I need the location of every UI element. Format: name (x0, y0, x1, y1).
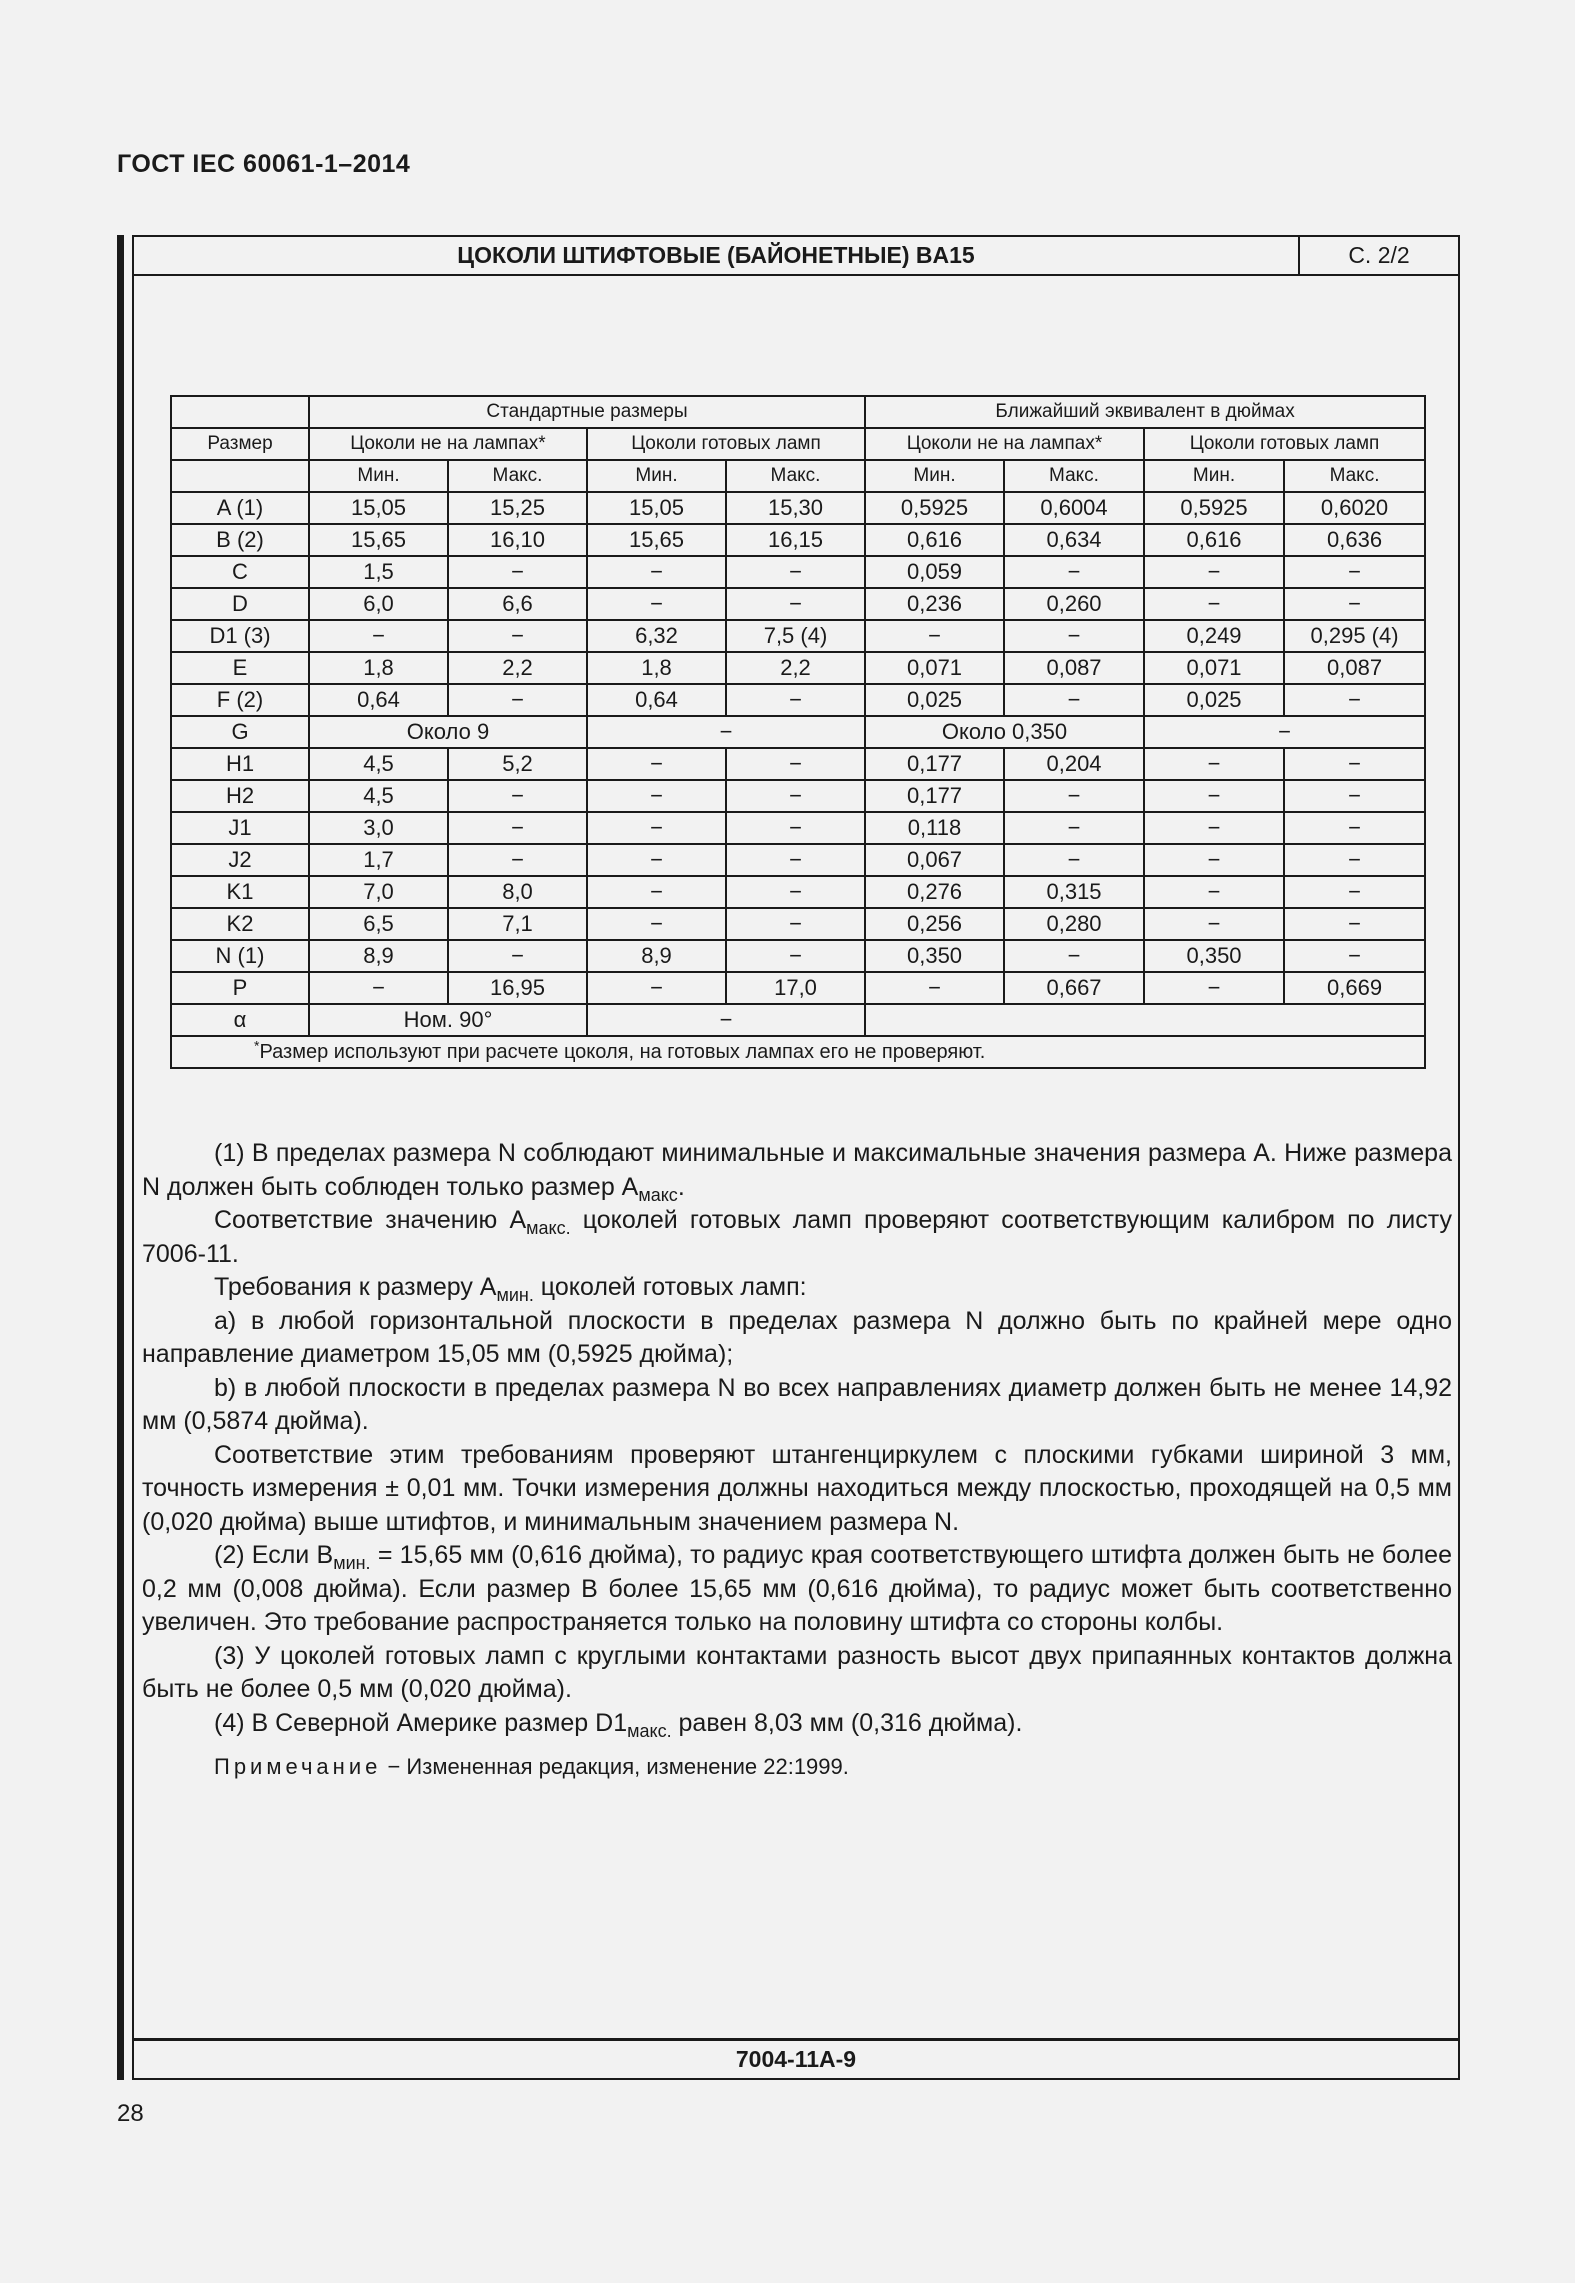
table-cell: 0,350 (1144, 940, 1284, 972)
page-number: 28 (117, 2100, 144, 2127)
table-cell: Ном. 90° (309, 1004, 587, 1036)
table-cell: 8,0 (448, 876, 587, 908)
note-text: цоколей готовых ламп: (533, 1273, 807, 1301)
header-max: Макс. (726, 460, 865, 492)
table-cell: − (309, 620, 448, 652)
table-cell: D1 (3) (171, 620, 309, 652)
note-1-check (142, 1204, 1452, 1271)
table-cell: 4,5 (309, 780, 448, 812)
table-cell: 0,059 (865, 556, 1004, 588)
table-cell: A (1) (171, 492, 309, 524)
table-cell: 0,280 (1004, 908, 1144, 940)
table-row (171, 876, 1425, 908)
table-cell: P (171, 972, 309, 1004)
table-cell: B (2) (171, 524, 309, 556)
table-cell: − (587, 844, 726, 876)
table-cell: − (587, 588, 726, 620)
table-cell: 7,0 (309, 876, 448, 908)
table-cell: 6,5 (309, 908, 448, 940)
table-cell: 0,5925 (865, 492, 1004, 524)
table-cell: G (171, 716, 309, 748)
table-cell: − (1144, 972, 1284, 1004)
table-cell: − (726, 684, 865, 716)
footnote-row (171, 1036, 1425, 1068)
note-text: цоколей готовых ламп проверяют соответствующим калибром по листу 7006-11. (142, 1206, 1452, 1268)
table-cell: − (1284, 556, 1425, 588)
table-cell: − (1284, 748, 1425, 780)
title-bar (134, 237, 1458, 276)
table-cell: − (448, 780, 587, 812)
notes-text (142, 1137, 1452, 1784)
footnote-text: Размер используют при расчете цоколя, на готовых лампах его не проверяют. (259, 1041, 986, 1063)
table-cell: 15,05 (309, 492, 448, 524)
table-cell: 15,30 (726, 492, 865, 524)
table-row (171, 588, 1425, 620)
table-cell: 0,6020 (1284, 492, 1425, 524)
table-cell: − (1284, 876, 1425, 908)
table-row (171, 780, 1425, 812)
table-cell: − (1284, 588, 1425, 620)
table-cell: 1,8 (309, 652, 448, 684)
table-cell: 2,2 (448, 652, 587, 684)
table-cell: 0,025 (865, 684, 1004, 716)
table-cell: 0,64 (587, 684, 726, 716)
note-text: = 15,65 мм (0,616 дюйма), то радиус края соответствующего штифта должен быть не более 0,2 мм (0,008 дюйма). Если размер B более 15,65 мм (0,616 дюйма), то радиус может быть соответственно увеличен. Это требование распространяется только на половину штифта со стороны колбы. (142, 1541, 1452, 1636)
header-min: Мин. (865, 460, 1004, 492)
table-header-row (171, 460, 1425, 492)
table-row (171, 716, 1425, 748)
table-cell: − (1004, 780, 1144, 812)
table-cell: − (1144, 844, 1284, 876)
table-cell: − (587, 1004, 865, 1036)
table-cell: 0,249 (1144, 620, 1284, 652)
table-cell: 8,9 (587, 940, 726, 972)
table-cell: Около 0,350 (865, 716, 1144, 748)
table-row (171, 908, 1425, 940)
table-cell: 0,350 (865, 940, 1004, 972)
table-cell: 4,5 (309, 748, 448, 780)
table-cell: 1,8 (587, 652, 726, 684)
table-cell: 7,5 (4) (726, 620, 865, 652)
table-cell: − (587, 876, 726, 908)
note-text: (4) В Северной Америке размер D1 (214, 1708, 628, 1737)
table-cell: − (448, 844, 587, 876)
dimensions-table (170, 395, 1426, 1069)
table-cell: K2 (171, 908, 309, 940)
table-cell: 7,1 (448, 908, 587, 940)
note-text: . (677, 1172, 685, 1201)
table-cell: − (1004, 940, 1144, 972)
table-cell: − (587, 780, 726, 812)
table-row (171, 844, 1425, 876)
sheet-code: 7004-11A-9 (134, 2038, 1458, 2078)
table-cell: − (1144, 908, 1284, 940)
header-caps-not-on-lamps: Цоколи не на лампах* (309, 428, 587, 460)
table-cell: 0,118 (865, 812, 1004, 844)
table-cell: − (448, 812, 587, 844)
subscript: мин. (496, 1285, 534, 1305)
table-cell: 0,315 (1004, 876, 1144, 908)
empty-cell (865, 1004, 1425, 1036)
note-2 (142, 1539, 1452, 1640)
table-cell: 0,64 (309, 684, 448, 716)
table-row (171, 524, 1425, 556)
table-cell: 0,067 (865, 844, 1004, 876)
table-cell: 5,2 (448, 748, 587, 780)
note-1-requirements (142, 1271, 1452, 1305)
header-inch: Ближайший эквивалент в дюймах (865, 396, 1425, 428)
table-cell: − (1284, 812, 1425, 844)
table-cell: − (1284, 844, 1425, 876)
header-size: Размер (171, 428, 309, 460)
table-cell: 6,0 (309, 588, 448, 620)
table-cell: 0,256 (865, 908, 1004, 940)
table-cell: − (1144, 556, 1284, 588)
table-row (171, 620, 1425, 652)
table-cell: 0,6004 (1004, 492, 1144, 524)
header-caps-not-on-lamps: Цоколи не на лампах* (865, 428, 1144, 460)
table-cell: 15,05 (587, 492, 726, 524)
note-3: (3) У цоколей готовых ламп с круглыми контактами разность высот двух припаянных контактов должна быть не более 0,5 мм (0,020 дюйма). (142, 1641, 1452, 1703)
table-cell: − (587, 716, 865, 748)
footnote-mark: * (254, 1037, 260, 1054)
header-max: Макс. (448, 460, 587, 492)
table-cell: 0,087 (1284, 652, 1425, 684)
header-min: Мин. (587, 460, 726, 492)
table-cell: 0,236 (865, 588, 1004, 620)
header-empty (171, 460, 309, 492)
header-caps-finished: Цоколи готовых ламп (1144, 428, 1425, 460)
table-cell: 0,177 (865, 780, 1004, 812)
table-cell: 0,276 (865, 876, 1004, 908)
table-cell: J2 (171, 844, 309, 876)
table-cell: − (448, 620, 587, 652)
note-1 (142, 1137, 1452, 1204)
table-cell: 0,5925 (1144, 492, 1284, 524)
table-cell: − (726, 812, 865, 844)
table-footnote (171, 1036, 1425, 1068)
table-cell: − (587, 972, 726, 1004)
table-cell: − (587, 812, 726, 844)
table-cell: − (1284, 908, 1425, 940)
table-cell: H1 (171, 748, 309, 780)
table-cell: 0,295 (4) (1284, 620, 1425, 652)
note-text: (1) В пределах размера N соблюдают минимальные и максимальные значения размера A. Ниже размера N должен быть соблюден только размер A (142, 1139, 1452, 1201)
table-cell: F (2) (171, 684, 309, 716)
table-cell: 15,65 (587, 524, 726, 556)
left-margin-bar (117, 235, 124, 2080)
note-4 (142, 1707, 1452, 1741)
table-cell: C (171, 556, 309, 588)
table-cell: 16,10 (448, 524, 587, 556)
table-cell: 0,634 (1004, 524, 1144, 556)
table-cell: − (309, 972, 448, 1004)
table-cell: − (587, 908, 726, 940)
sheet-title: ЦОКОЛИ ШТИФТОВЫЕ (БАЙОНЕТНЫЕ) BA15 (134, 237, 1300, 274)
table-cell: − (448, 684, 587, 716)
remark-text: − Измененная редакция, изменение 22:1999. (381, 1754, 849, 1779)
table-row (171, 1004, 1425, 1036)
header-max: Макс. (1004, 460, 1144, 492)
table-row (171, 556, 1425, 588)
table-cell: 16,15 (726, 524, 865, 556)
note-1-a: a) в любой горизонтальной плоскости в пределах размера N должно быть по крайней мере одно направление диаметром 15,05 мм (0,5925 дюйма); (142, 1306, 1452, 1368)
table-cell: − (726, 908, 865, 940)
table-cell: − (1284, 780, 1425, 812)
table-cell: − (726, 876, 865, 908)
table-cell: 15,65 (309, 524, 448, 556)
table-cell: − (1284, 940, 1425, 972)
note-text: (2) Если B (214, 1541, 334, 1569)
table-cell: 3,0 (309, 812, 448, 844)
table-cell: − (865, 620, 1004, 652)
table-cell: − (726, 556, 865, 588)
table-cell: − (1004, 684, 1144, 716)
table-cell: 6,6 (448, 588, 587, 620)
table-cell: K1 (171, 876, 309, 908)
table-cell: − (726, 748, 865, 780)
sheet-frame (132, 235, 1460, 2080)
table-cell: 0,087 (1004, 652, 1144, 684)
table-cell: − (1144, 588, 1284, 620)
table-cell: 2,2 (726, 652, 865, 684)
header-min: Мин. (1144, 460, 1284, 492)
table-cell: 1,7 (309, 844, 448, 876)
note-text: равен 8,03 мм (0,316 дюйма). (671, 1708, 1023, 1737)
remark (142, 1750, 1452, 1784)
note-1-measure: Соответствие этим требованиям проверяют штангенциркулем с плоскими губками шириной 3 мм, точность измерения ± 0,01 мм. Точки измерения должны находиться между плоскостью, проходящей на 0,5 мм (0,020 дюйма) выше штифтов, и минимальным значением размера N. (142, 1440, 1452, 1536)
table-cell: 0,636 (1284, 524, 1425, 556)
subscript: макс. (627, 1720, 672, 1741)
header-caps-finished: Цоколи готовых ламп (587, 428, 865, 460)
table-row (171, 812, 1425, 844)
table-cell: D (171, 588, 309, 620)
header-min: Мин. (309, 460, 448, 492)
table-cell: − (726, 940, 865, 972)
table-cell: 0,616 (1144, 524, 1284, 556)
sheet-number: С. 2/2 (1348, 242, 1410, 268)
table-header-row (171, 396, 1425, 428)
table-cell: − (1284, 684, 1425, 716)
document-header: ГОСТ IEC 60061-1–2014 (117, 150, 411, 178)
table-cell: E (171, 652, 309, 684)
table-cell: 0,071 (865, 652, 1004, 684)
remark-label: Примечание (214, 1754, 382, 1779)
table-cell: N (1) (171, 940, 309, 972)
table-cell: − (1004, 812, 1144, 844)
header-empty (171, 396, 309, 428)
table-cell: − (448, 556, 587, 588)
table-cell: − (1004, 620, 1144, 652)
subscript: макс (638, 1184, 678, 1205)
note-1-b: b) в любой плоскости в пределах размера N во всех направлениях диаметр должен быть не менее 14,92 мм (0,5874 дюйма). (142, 1373, 1452, 1435)
table-cell: − (1144, 876, 1284, 908)
table-cell: α (171, 1004, 309, 1036)
note-text: Требования к размеру A (214, 1273, 497, 1301)
table-cell: 0,667 (1004, 972, 1144, 1004)
table-cell: − (1144, 716, 1425, 748)
table-row (171, 748, 1425, 780)
table-cell: − (587, 748, 726, 780)
table-cell: − (1144, 780, 1284, 812)
table-cell: 8,9 (309, 940, 448, 972)
table-cell: − (1144, 812, 1284, 844)
table-cell: 0,025 (1144, 684, 1284, 716)
table-row (171, 652, 1425, 684)
table-row (171, 492, 1425, 524)
table-cell: − (1004, 556, 1144, 588)
table-cell: Около 9 (309, 716, 587, 748)
table-cell: 17,0 (726, 972, 865, 1004)
table-row (171, 972, 1425, 1004)
table-cell: 0,177 (865, 748, 1004, 780)
table-cell: 16,95 (448, 972, 587, 1004)
table-cell: − (726, 588, 865, 620)
table-cell: − (865, 972, 1004, 1004)
table-cell: − (726, 780, 865, 812)
table-row (171, 940, 1425, 972)
table-cell: − (1004, 844, 1144, 876)
table-cell: 0,071 (1144, 652, 1284, 684)
table-cell: − (448, 940, 587, 972)
table-cell: 1,5 (309, 556, 448, 588)
note-text: Соответствие значению A (214, 1206, 527, 1234)
table-cell: 6,32 (587, 620, 726, 652)
table-header-row (171, 428, 1425, 460)
table-cell: − (1144, 748, 1284, 780)
subscript: мин. (333, 1553, 371, 1573)
header-max: Макс. (1284, 460, 1425, 492)
header-standard: Стандартные размеры (309, 396, 865, 428)
subscript: макс. (526, 1218, 571, 1238)
table-cell: 0,260 (1004, 588, 1144, 620)
table-cell: 0,616 (865, 524, 1004, 556)
table-cell: 0,669 (1284, 972, 1425, 1004)
table-cell: 0,204 (1004, 748, 1144, 780)
table-cell: − (587, 556, 726, 588)
table-cell: − (726, 844, 865, 876)
table-cell: 15,25 (448, 492, 587, 524)
table-row (171, 684, 1425, 716)
table-cell: J1 (171, 812, 309, 844)
table-cell: H2 (171, 780, 309, 812)
